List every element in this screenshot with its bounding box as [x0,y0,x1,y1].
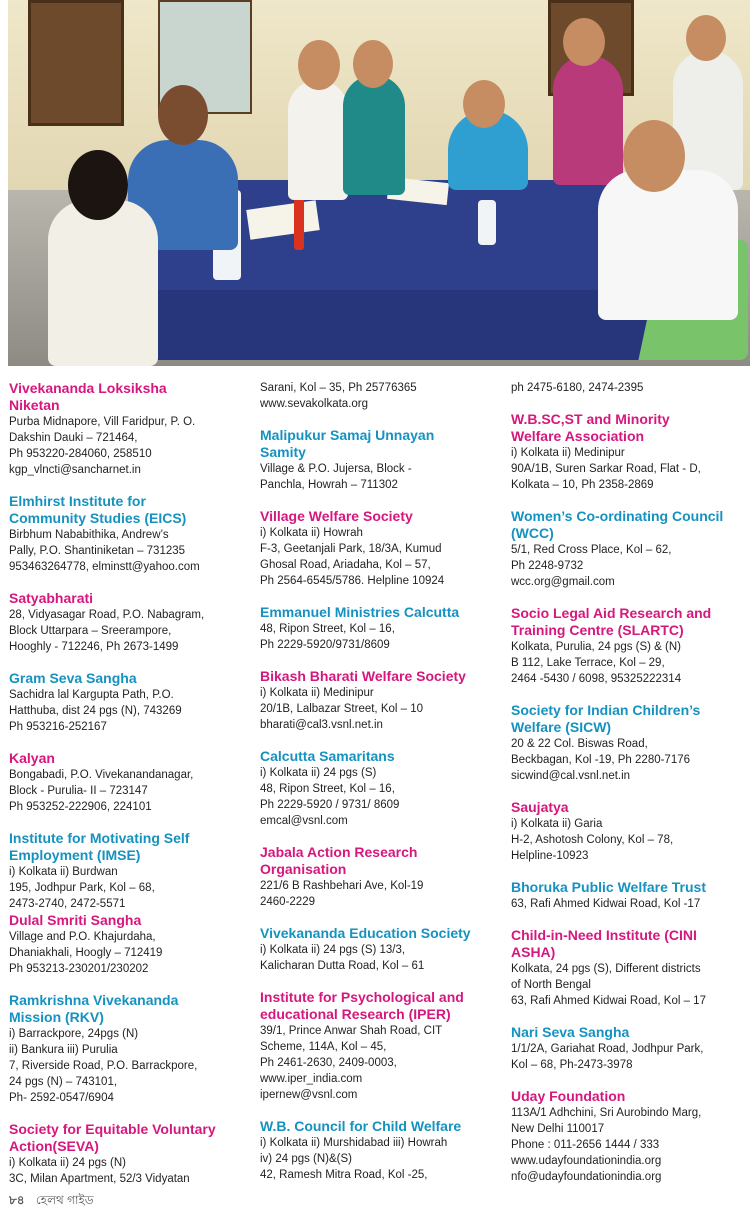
org-name: Malipukur Samaj Unnayan [260,427,435,443]
org-detail: 5/1, Red Cross Place, Kol – 62, [511,544,672,556]
org-entry [511,799,743,864]
org-detail: 42, Ramesh Mitra Road, Kol -25, [260,1169,428,1181]
org-entry [260,427,492,493]
org-detail: Scheme, 114A, Kol – 45, [260,1041,387,1053]
org-detail: i) Kolkata ii) 24 pgs (N) [9,1157,126,1169]
org-detail: 24 pgs (N) – 743101, [9,1076,118,1088]
org-detail: Sachidra lal Kargupta Path, P.O. [9,689,174,701]
org-name: Institute for Motivating Self [9,830,190,846]
org-detail: emcal@vsnl.com [260,815,348,827]
org-name: Welfare (SICW) [511,719,612,735]
org-detail: 48, Ripon Street, Kol – 16, [260,623,395,635]
org-detail: 3C, Milan Apartment, 52/3 Vidyatan [9,1173,190,1185]
org-entry [9,590,241,655]
org-detail: Hatthuba, dist 24 pgs (N), 743269 [9,705,182,717]
org-detail: 20/1B, Lalbazar Street, Kol – 10 [260,703,424,715]
org-detail: 113A/1 Adhchini, Sri Aurobindo Marg, [511,1107,702,1119]
org-detail: 63, Rafi Ahmed Kidwai Road, Kol -17 [511,898,701,910]
org-name: Employment (IMSE) [9,847,141,863]
org-detail: 953463264778, elminstt@yahoo.com [9,561,200,573]
org-name: Bhoruka Public Welfare Trust [511,879,707,895]
org-detail: ipernew@vsnl.com [260,1089,358,1101]
continued-address [511,380,743,396]
org-name: Niketan [9,397,60,413]
photo-door-left [28,0,124,126]
org-entry [511,1024,743,1073]
org-name: Emmanuel Ministries Calcutta [260,604,460,620]
org-entry [9,912,241,977]
org-entry [9,493,241,575]
org-name: Calcutta Samaritans [260,748,395,764]
org-name: Welfare Association [511,428,645,444]
org-detail: i) Kolkata ii) Medinipur [511,447,625,459]
photo-girl-white [288,80,348,200]
photo-girl-purple-head [563,18,605,66]
page-number: ৮৪ [9,1193,25,1207]
org-detail: i) Kolkata ii) Howrah [260,527,363,539]
org-detail: Village and P.O. Khajurdaha, [9,931,156,943]
org-detail: Kalicharan Dutta Road, Kol – 61 [260,960,425,972]
org-detail: Kolkata, Purulia, 24 pgs (S) & (N) [511,641,682,653]
org-name: Ramkrishna Vivekananda [9,992,179,1008]
org-detail: B 112, Lake Terrace, Kol – 29, [511,657,665,669]
org-name: Dulal Smriti Sangha [9,912,142,928]
continued-line: Sarani, Kol – 35, Ph 25776365 [260,382,417,394]
org-name: Society for Equitable Voluntary [9,1121,216,1137]
org-detail: Block - Purulia- II – 723147 [9,785,148,797]
org-entry [9,992,241,1106]
org-name: W.B. Council for Child Welfare [260,1118,462,1134]
org-detail: Kolkata – 10, Ph 2358-2869 [511,479,654,491]
org-detail: 2464 -5430 / 6098, 95325222314 [511,673,682,685]
org-detail: Beckbagan, Kol -19, Ph 2280-7176 [511,754,691,766]
org-name: Vivekananda Education Society [260,925,471,941]
org-name: Community Studies (EICS) [9,510,187,526]
org-name: Satyabharati [9,590,94,606]
org-detail: Helpline-10923 [511,850,589,862]
org-detail: 48, Ripon Street, Kol – 16, [260,783,395,795]
org-detail: Phone : 011-2656 1444 / 333 [511,1139,660,1151]
org-detail: Ph- 2592-0547/6904 [9,1092,114,1104]
continued-line: www.sevakolkata.org [260,398,369,410]
org-detail: nfo@udayfoundationindia.org [511,1171,662,1183]
org-name: Institute for Psychological and [260,989,464,1005]
org-detail: 221/6 B Rashbehari Ave, Kol-19 [260,880,424,892]
photo-girl-white-head [298,40,340,90]
org-entry [9,830,241,912]
org-entry [511,605,743,687]
org-detail: i) Kolkata ii) Medinipur [260,687,374,699]
org-entry [260,925,492,974]
org-name: Mission (RKV) [9,1009,104,1025]
org-name: Training Centre (SLARTC) [511,622,684,638]
org-detail: Village & P.O. Jujersa, Block - [260,463,412,475]
org-entry [260,748,492,829]
org-detail: Panchla, Howrah – 711302 [260,479,398,491]
org-detail: 20 & 22 Col. Biswas Road, [511,738,648,750]
photo-man-standing [673,50,743,190]
photo-woman-front [48,200,158,366]
health-camp-photo [8,0,750,366]
org-detail: iv) 24 pgs (N)&(S) [260,1153,353,1165]
column-left [9,380,241,1202]
org-name: Gram Seva Sangha [9,670,137,686]
photo-doctor-left-head [158,85,208,145]
org-detail: Ph 2229-5920/9731/8609 [260,639,390,651]
org-detail: of North Bengal [511,979,591,991]
org-name: Action(SEVA) [9,1138,99,1154]
org-detail: Purba Midnapore, Vill Faridpur, P. O. [9,416,196,428]
org-detail: i) Barrackpore, 24pgs (N) [9,1028,139,1040]
org-entry [9,750,241,815]
org-detail: i) Kolkata ii) Burdwan [9,866,118,878]
org-detail: 39/1, Prince Anwar Shah Road, CIT [260,1025,443,1037]
org-entry [260,604,492,653]
org-name: Elmhirst Institute for [9,493,146,509]
org-name: Child-in-Need Institute (CINI [511,927,697,943]
photo-doctor-right-head [623,120,685,192]
org-name: ASHA) [511,944,556,960]
org-detail: wcc.org@gmail.com [511,576,615,588]
org-name: Socio Legal Aid Research and [511,605,712,621]
org-name: (WCC) [511,525,554,541]
org-entry [511,508,743,590]
org-detail: Pally, P.O. Shantiniketan – 731235 [9,545,186,557]
org-detail: bharati@cal3.vsnl.net.in [260,719,383,731]
org-name: educational Research (IPER) [260,1006,451,1022]
column-middle [260,380,492,1198]
org-name: Uday Foundation [511,1088,626,1104]
org-entry [511,879,743,912]
org-entry [511,411,743,493]
photo-girl-teal-head [353,40,393,88]
org-detail: Ph 953252-222906, 224101 [9,801,152,813]
org-name: Women’s Co-ordinating Council [511,508,724,524]
org-name: Kalyan [9,750,55,766]
org-entry [260,844,492,910]
org-detail: New Delhi 110017 [511,1123,605,1135]
org-name: Bikash Bharati Welfare Society [260,668,466,684]
org-detail: Ghosal Road, Ariadaha, Kol – 57, [260,559,431,571]
org-detail: F-3, Geetanjali Park, 18/3A, Kumud [260,543,442,555]
org-detail: kgp_vlncti@sancharnet.in [9,464,141,476]
photo-woman-front-hair [68,150,128,220]
org-name: Jabala Action Research [260,844,418,860]
org-name: Vivekananda Loksiksha [9,380,167,396]
org-name: Saujatya [511,799,569,815]
org-detail: i) Kolkata ii) Garia [511,818,603,830]
org-entry [511,702,743,784]
org-detail: i) Kolkata ii) 24 pgs (S) [260,767,377,779]
org-detail: Block Uttarpara – Sreerampore, [9,625,172,637]
org-detail: Kolkata, 24 pgs (S), Different districts [511,963,701,975]
org-name: W.B.SC,ST and Minority [511,411,670,427]
org-detail: Ph 953216-252167 [9,721,107,733]
org-detail: Dakshin Dauki – 721464, [9,432,138,444]
org-detail: Birbhum Nababithika, Andrew’s [9,529,169,541]
org-entry [511,1088,743,1185]
org-detail: Ph 2461-2630, 2409-0003, [260,1057,397,1069]
org-detail: 2460-2229 [260,896,315,908]
org-detail: 195, Jodhpur Park, Kol – 68, [9,882,155,894]
photo-man-standing-head [686,15,726,61]
org-entry [260,508,492,589]
org-detail: Ph 2248-9732 [511,560,584,572]
photo-girl-purple [553,55,623,185]
org-entry [9,670,241,735]
org-detail: Bongabadi, P.O. Vivekanandanagar, [9,769,194,781]
org-detail: Ph 2564-6545/5786. Helpline 10924 [260,575,445,587]
org-detail: Dhaniakhali, Hoogly – 712419 [9,947,163,959]
org-detail: Ph 953213-230201/230202 [9,963,149,975]
photo-woman-blue-head [463,80,505,128]
org-name: Nari Seva Sangha [511,1024,630,1040]
org-detail: 28, Vidyasagar Road, P.O. Nabagram, [9,609,205,621]
org-detail: sicwind@cal.vsnl.net.in [511,770,631,782]
org-detail: 90A/1B, Suren Sarkar Road, Flat - D, [511,463,701,475]
page-footer [9,1192,94,1212]
org-entry [9,1121,241,1187]
org-detail: Kol – 68, Ph-2473-3978 [511,1059,633,1071]
photo-doctor-right [598,170,738,320]
org-name: Organisation [260,861,347,877]
org-detail: Ph 953220-284060, 258510 [9,448,152,460]
photo-red-object [294,195,304,250]
org-entry [260,668,492,733]
org-name: Society for Indian Children’s [511,702,701,718]
org-entry [260,1118,492,1183]
photo-girl-teal [343,75,405,195]
photo-bottle-small [478,200,496,245]
org-name: Village Welfare Society [260,508,413,524]
continued-address [260,380,492,412]
footer-section-title: হেলথ গাইড [35,1193,94,1207]
org-detail: www.iper_india.com [260,1073,363,1085]
org-detail: H-2, Ashotosh Colony, Kol – 78, [511,834,674,846]
org-detail: www.udayfoundationindia.org [511,1155,662,1167]
org-detail: Ph 2229-5920 / 9731/ 8609 [260,799,400,811]
org-entry [511,927,743,1009]
org-detail: i) Kolkata ii) Murshidabad iii) Howrah [260,1137,448,1149]
org-entry [9,380,241,478]
org-entry [260,989,492,1103]
org-detail: Hooghly - 712246, Ph 2673-1499 [9,641,179,653]
org-detail: i) Kolkata ii) 24 pgs (S) 13/3, [260,944,406,956]
org-detail: 63, Rafi Ahmed Kidwai Road, Kol – 17 [511,995,706,1007]
column-right [511,380,743,1200]
org-detail: ii) Bankura iii) Purulia [9,1044,118,1056]
org-detail: 2473-2740, 2472-5571 [9,898,126,910]
continued-line: ph 2475-6180, 2474-2395 [511,382,644,394]
org-detail: 7, Riverside Road, P.O. Barrackpore, [9,1060,198,1072]
org-detail: 1/1/2A, Gariahat Road, Jodhpur Park, [511,1043,704,1055]
org-name: Samity [260,444,306,460]
